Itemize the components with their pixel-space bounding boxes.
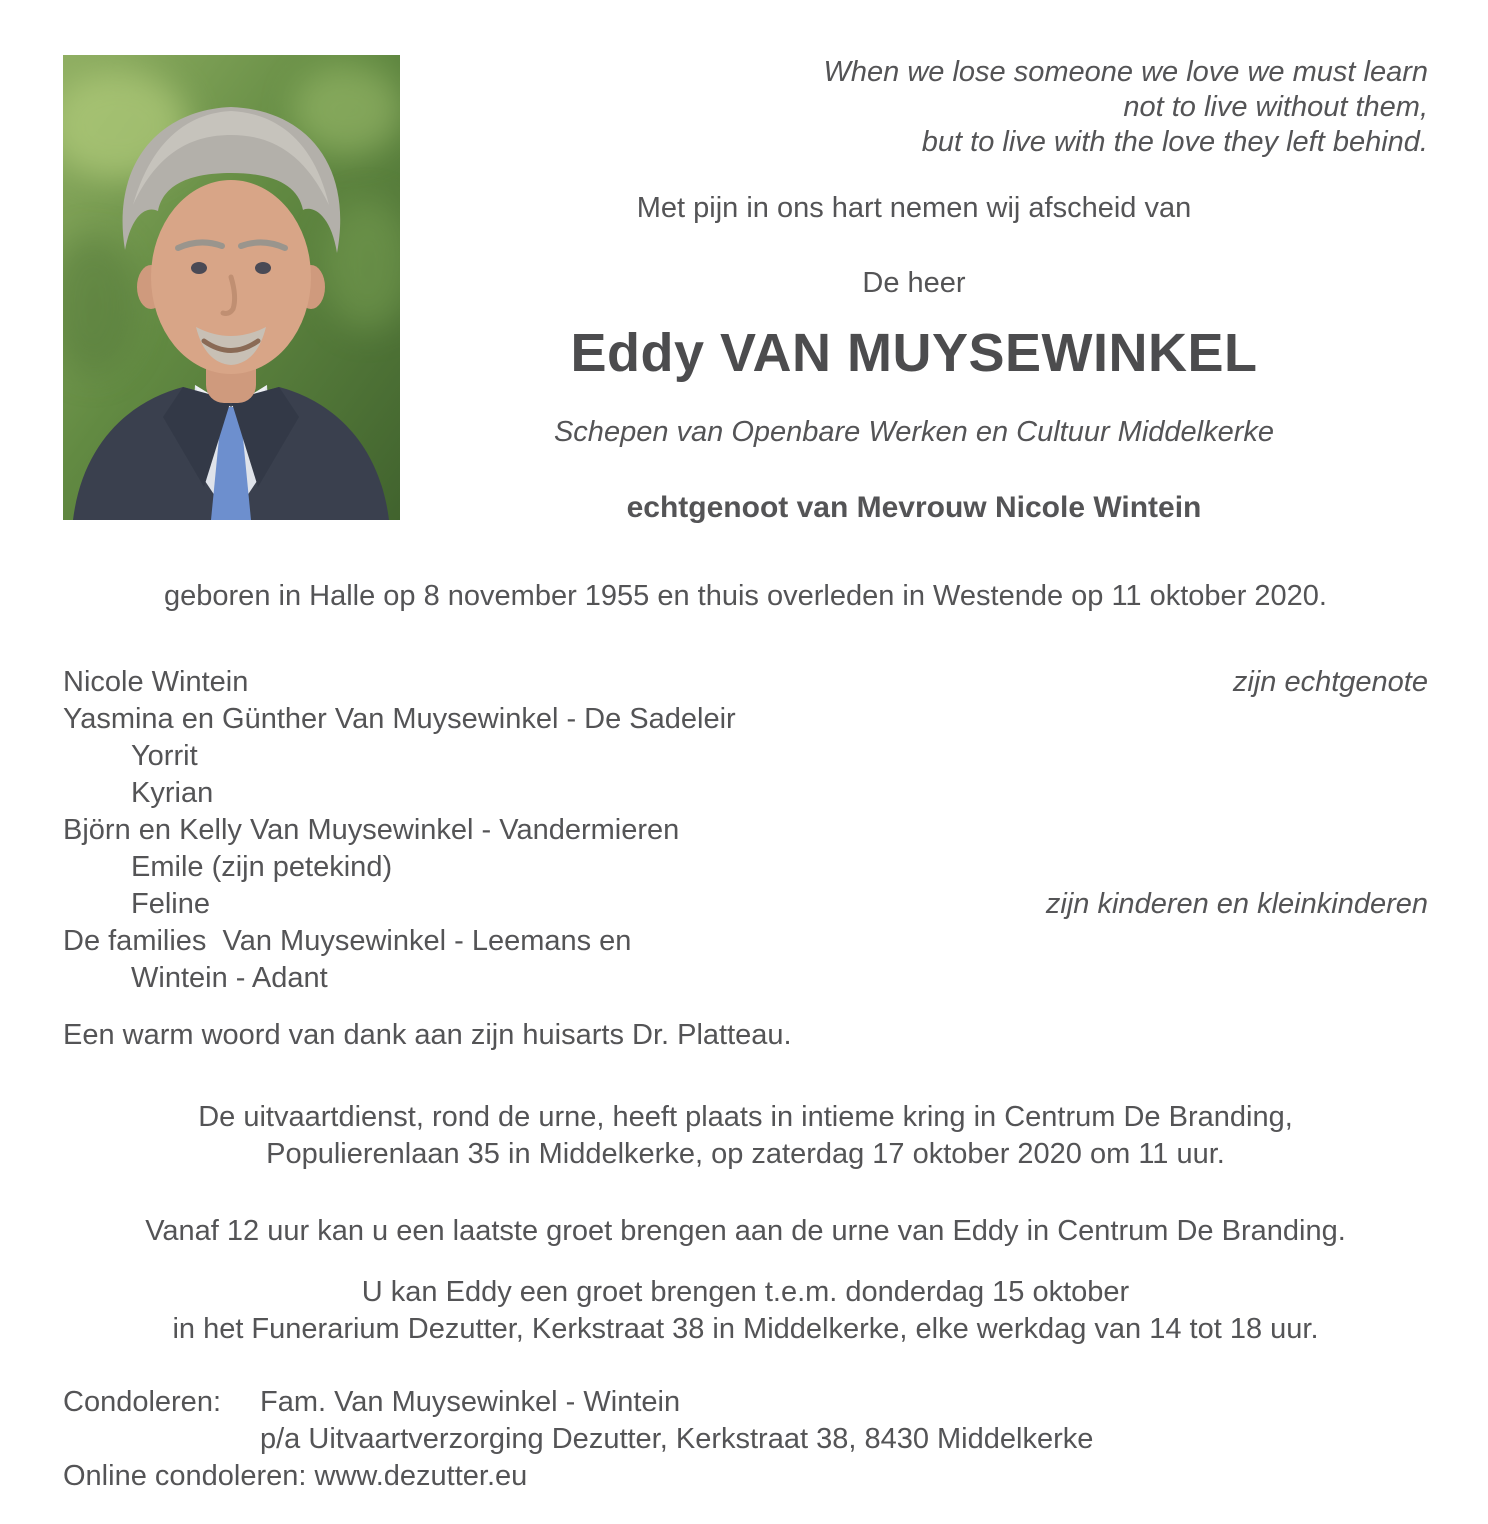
website-url: www.dezutter.eu xyxy=(314,1460,528,1492)
service-announcement xyxy=(63,1099,1428,1173)
intro-line: Met pijn in ons hart nemen wij afscheid van xyxy=(636,192,1192,224)
spouse-line: echtgenoot van Mevrouw Nicole Wintein xyxy=(626,491,1202,524)
quote-line-1: When we lose someone we love we must learn xyxy=(823,56,1428,88)
condolences-row xyxy=(63,1384,1428,1421)
family-member: De families Van Muysewinkel - Leemans en xyxy=(63,925,632,957)
family-row xyxy=(63,960,1428,997)
opening-quote xyxy=(400,55,1428,160)
family-list xyxy=(63,664,1428,997)
family-member: Kyrian xyxy=(131,777,214,809)
relation-label: zijn echtgenote xyxy=(1232,666,1428,698)
family-member: Yorrit xyxy=(131,740,198,772)
relation-label: zijn kinderen en kleinkinderen xyxy=(1045,888,1428,920)
birth-death-line: geboren in Halle op 8 november 1955 en thuis overleden in Westende op 11 oktober 2020. xyxy=(164,580,1327,612)
condolences-section xyxy=(63,1384,1428,1495)
condolences-label-spacer xyxy=(63,1421,260,1458)
thanks-line: Een warm woord van dank aan zijn huisarts Dr. Platteau. xyxy=(63,1019,792,1051)
salutation: De heer xyxy=(862,267,966,299)
quote-line-2: not to live without them, xyxy=(1123,91,1428,123)
online-condolences-row xyxy=(63,1458,1428,1495)
family-row xyxy=(63,738,1428,775)
condolences-label: Condoleren: xyxy=(63,1386,221,1418)
condolences-row xyxy=(63,1421,1428,1458)
deceased-name: Eddy VAN MUYSEWINKEL xyxy=(570,323,1258,383)
family-row xyxy=(63,923,1428,960)
farewell-line: Vanaf 12 uur kan u een laatste groet brengen aan de urne van Eddy in Centrum De Branding. xyxy=(145,1215,1346,1247)
family-row xyxy=(63,664,1428,701)
online-condolences-label: Online condoleren: xyxy=(63,1460,307,1492)
family-row xyxy=(63,812,1428,849)
family-member: Emile (zijn petekind) xyxy=(131,851,393,883)
family-row xyxy=(63,886,1428,923)
family-row xyxy=(63,849,1428,886)
portrait-photo xyxy=(63,55,400,520)
header-text-column xyxy=(400,55,1428,525)
condolences-family: Fam. Van Muysewinkel - Wintein xyxy=(260,1386,681,1418)
family-member: Yasmina en Günther Van Muysewinkel - De Sadeleir xyxy=(63,703,736,735)
family-member: Feline xyxy=(131,888,210,920)
header-section xyxy=(63,55,1428,525)
condolences-address: p/a Uitvaartverzorging Dezutter, Kerkstraat 38, 8430 Middelkerke xyxy=(260,1423,1094,1455)
deceased-title: Schepen van Openbare Werken en Cultuur Middelkerke xyxy=(553,416,1275,448)
family-member: Wintein - Adant xyxy=(131,962,328,994)
family-row xyxy=(63,775,1428,812)
quote-line-3: but to live with the love they left behind. xyxy=(921,126,1428,158)
family-member: Nicole Wintein xyxy=(63,666,249,698)
family-member: Björn en Kelly Van Muysewinkel - Vandermieren xyxy=(63,814,680,846)
visitation-line-2: in het Funerarium Dezutter, Kerkstraat 38 in Middelkerke, elke werkdag van 14 tot 18 uur. xyxy=(172,1313,1319,1345)
service-line-1: De uitvaartdienst, rond de urne, heeft plaats in intieme kring in Centrum De Branding, xyxy=(198,1101,1293,1133)
portrait-illustration xyxy=(63,55,400,520)
visitation-line-1: U kan Eddy een groet brengen t.e.m. donderdag 15 oktober xyxy=(361,1276,1130,1308)
family-row xyxy=(63,701,1428,738)
visitation-announcement xyxy=(63,1274,1428,1348)
service-line-2: Populierenlaan 35 in Middelkerke, op zaterdag 17 oktober 2020 om 11 uur. xyxy=(266,1138,1225,1170)
